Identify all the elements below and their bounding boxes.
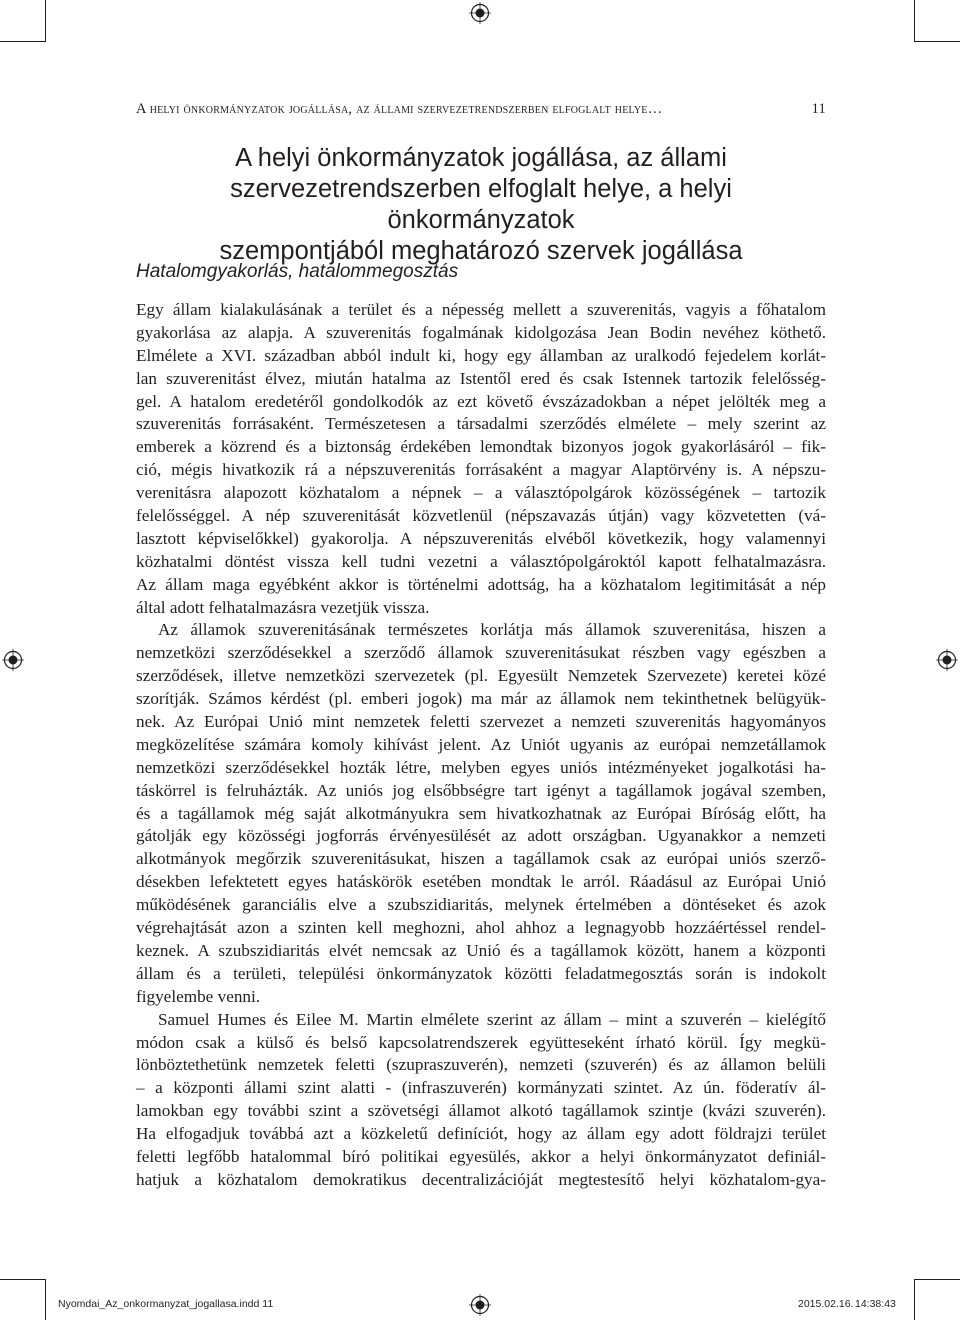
body-line: Ha elfogadjuk továbbá azt a közkeletű definíciót, hogy az állam egy adott földrajzi terület <box>136 1124 826 1144</box>
body-line: hatjuk a közhatalom demokratikus decentralizációját megtestesítő helyi közhatalom-gya- <box>136 1169 826 1189</box>
body-line: – a központi állami szint alatti - (infraszuverén) kormányzati szintet. Az ún. föderatív ál- <box>136 1078 826 1098</box>
body-line: állam és a területi, települési önkormányzatok közötti feladatmegosztás során is indokolt <box>136 963 826 983</box>
crop-mark-bottom-left-h <box>0 1279 46 1280</box>
body-line: lamokban egy további szint a szövetségi államot alkotó tagállamok szintje (kvázi szuverén). <box>136 1101 826 1121</box>
page-number: 11 <box>811 101 826 117</box>
body-line: felelősséggel. A nép szuverenitását közvetlenül (népszavazás útján) vagy közvetetten (vá- <box>136 506 826 526</box>
chapter-title-line: szempontjából meghatározó szervek jogállása <box>219 237 743 265</box>
body-line: ció, mégis hivatkozik rá a népszuverenitás forrásaként a magyar Alaptörvény is. A népszu- <box>136 460 826 480</box>
body-line: emberek a közrend és a biztonság érdekében lemondtak bizonyos jogok gyakorlásáról – fik- <box>136 437 826 457</box>
body-line: Az államok szuverenitásának természetes korlátja más államok szuverenitása, hiszen a <box>158 620 826 640</box>
body-line: nemzetközi szerződésekkel hozták létre, melyben egyes uniós intézményeket jogalkotási ha- <box>136 757 826 777</box>
body-line: lasztott képviselőkkel) gyakorolja. A népszuverenitás elvéből következik, hogy valamennyi <box>136 528 826 548</box>
slug-time: 14:38:43 <box>855 1298 896 1310</box>
body-line: lönböztethetünk nemzetek feletti (szupraszuverén), nemzeti (szuverén) és az államon belüli <box>136 1055 826 1075</box>
crop-mark-bottom-left-v <box>45 1279 46 1320</box>
body-line: gátolják egy közösségi jogforrás érvényesülését az adott országban. Ugyanakkor a nemzeti <box>136 826 826 846</box>
slug-file-name: Nyomdai_Az_onkormanyzat_jogallasa.indd 11 <box>58 1298 274 1310</box>
body-line: nek. Az Európai Unió mint nemzetek feletti szervezet a nemzeti szuverenitás hagyományos <box>136 712 826 732</box>
body-line: módon csak a külső és belső kapcsolatrendszerek együtteseként írható körül. Így megkü- <box>136 1032 826 1052</box>
body-text <box>136 299 826 1192</box>
registration-mark-left-icon <box>2 649 24 671</box>
crop-mark-bottom-right-h <box>915 1279 960 1280</box>
body-line: végrehajtását azon a szinten kell meghozni, ahol ahhoz a legnagyobb hozzáértéssel rendel- <box>136 918 826 938</box>
crop-mark-top-left-v <box>45 0 46 42</box>
body-line: Elmélete a XVI. században abból indult ki, hogy egy államban az uralkodó fejedelem korlát- <box>136 345 826 365</box>
body-line: désekben lefektetett egyes hatáskörök esetében mondtak le arról. Ráadásul az Európai Unió <box>136 872 826 892</box>
running-head <box>136 101 826 123</box>
body-line: szorítják. Számos kérdést (pl. emberi jogok) ma már az államok nem tekinthetnek belügyük- <box>136 689 826 709</box>
registration-mark-bottom-icon <box>469 1294 491 1316</box>
body-line: gel. A hatalom eredetéről gondolkodók az ezt követő évszázadokban a népet jelölték meg a <box>136 391 826 411</box>
body-line: megközelítése számára komoly kihívást jelent. Az Uniót ugyanis az európai nemzetállamok <box>136 734 826 754</box>
running-head-title: A helyi önkormányzatok jogállása, az állami szervezetrendszerben elfoglalt helye… <box>136 101 663 117</box>
body-line: közhatalmi döntést vissza kell tudni vezetni a választópolgároktól kapott felhatalmazásra. <box>136 551 826 571</box>
chapter-title <box>136 143 826 267</box>
section-heading: Hatalomgyakorlás, hatalommegosztás <box>136 261 459 282</box>
crop-mark-bottom-right-v <box>914 1279 915 1320</box>
registration-mark-right-icon <box>936 649 958 671</box>
crop-mark-top-left-h <box>0 41 46 42</box>
body-line: lan szuverenitást élvez, miután hatalma az Istentől ered és csak Istennek tartozik felelősség- <box>136 368 826 388</box>
body-line: Samuel Humes és Eilee M. Martin elmélete szerint az állam – mint a szuverén – kielégítő <box>158 1009 826 1029</box>
body-line: Az állam maga egyébként akkor is történelmi adottság, ha a közhatalom legitimitását a nép <box>136 574 826 594</box>
body-line: és a tagállamok még saját alkotmányukra sem hivatkozhatnak az Európai Bíróság előtt, ha <box>136 803 826 823</box>
body-line: táskörrel is felruházták. Az uniós jog elsőbbségre tart igényt a tagállamok jogával szemben, <box>136 780 826 800</box>
body-line: nemzetközi szerződésekkel a szerződő államok szuverenitásukat részben vagy egészben a <box>136 643 826 663</box>
body-line: verenitásra alapozott közhatalom a népnek – a választópolgárok közösségének – tartozik <box>136 483 826 503</box>
chapter-title-line: A helyi önkormányzatok jogállása, az állami <box>235 144 727 172</box>
crop-mark-top-right-v <box>914 0 915 42</box>
body-line: által adott felhatalmazásra vezetjük vissza. <box>136 597 430 617</box>
body-line: alkotmányok megőrzik szuverenitásukat, hiszen a tagállamok csak az európai uniós szerző- <box>136 849 826 869</box>
body-line: szuverenitás forrásaként. Természetesen a társadalmi szerződés elmélete – mely szerint az <box>136 414 826 434</box>
registration-mark-top-icon <box>469 2 491 24</box>
body-line: gyakorlása az alapja. A szuverenitás fogalmának kidolgozása Jean Bodin nevéhez köthető. <box>136 322 826 342</box>
chapter-title-line: szervezetrendszerben elfoglalt helye, a helyi önkormányzatok <box>230 175 732 234</box>
body-line: keznek. A szubszidiaritás elvét nemcsak az Unió és a tagállamok között, hanem a központi <box>136 940 826 960</box>
body-line: szerződések, illetve nemzetközi szervezetek (pl. Egyesült Nemzetek Szervezete) keretei közé <box>136 666 826 686</box>
body-line: figyelembe venni. <box>136 986 261 1006</box>
body-line: működésének garanciális elve a szubszidiaritás, melynek értelmében a döntéseket és azok <box>136 895 826 915</box>
slug-date: 2015.02.16. <box>798 1298 854 1310</box>
crop-mark-top-right-h <box>915 41 960 42</box>
body-line: Egy állam kialakulásának a terület és a népesség mellett a szuverenitás, vagyis a főhatalom <box>136 300 826 319</box>
body-line: feletti legfőbb hatalommal bíró politikai egyesülés, akkor a helyi önkormányzatot definiál- <box>136 1146 826 1166</box>
